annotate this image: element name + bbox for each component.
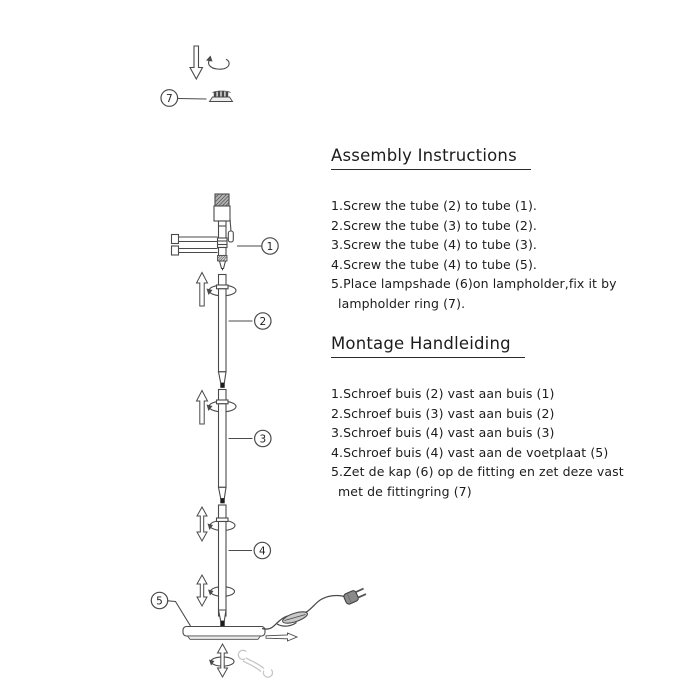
instruction-step: 4.Schroef buis (4) vast aan de voetplaat (5) xyxy=(331,444,609,460)
instruction-step: 1.Schroef buis (2) vast aan buis (1) xyxy=(331,386,555,401)
wrench-icon xyxy=(238,650,272,677)
instruction-step: 3.Schroef buis (4) vast aan buis (3) xyxy=(331,425,555,440)
svg-text:1: 1 xyxy=(266,240,274,253)
base-plate xyxy=(183,627,265,640)
instruction-step: 3.Screw the tube (4) to tube (3). xyxy=(331,237,537,252)
tube-4 xyxy=(208,505,236,626)
power-cord xyxy=(262,586,367,629)
svg-text:4: 4 xyxy=(258,545,266,558)
instruction-steps-en xyxy=(331,196,617,313)
part-label-5 xyxy=(151,592,190,626)
pull-switch xyxy=(228,231,233,242)
instruction-step: 5.Place lampshade (6)on lampholder,fix it by xyxy=(331,276,617,291)
instruction-step-continuation: met de fittingring (7) xyxy=(338,483,472,499)
push-down-arrow-icon xyxy=(190,46,203,79)
head-threaded-joint xyxy=(218,248,228,272)
instruction-step: 4.Screw the tube (4) to tube (5). xyxy=(331,256,537,272)
instruction-step: 1.Screw the tube (2) to tube (1). xyxy=(331,198,537,213)
part-label-3 xyxy=(229,430,272,446)
screw-up-arrow-icon xyxy=(197,391,208,425)
lamp-holder-head xyxy=(214,194,233,242)
instruction-steps-nl xyxy=(331,384,624,501)
instructions-title-en: Assembly Instructions xyxy=(331,146,531,170)
tube-2 xyxy=(207,275,237,388)
screw-up-arrow-icon xyxy=(197,273,208,307)
base-screw-indicator xyxy=(209,644,234,677)
part-label-1 xyxy=(237,238,278,254)
part-label-2 xyxy=(229,313,272,329)
svg-text:3: 3 xyxy=(259,433,267,446)
svg-text:5: 5 xyxy=(156,595,163,608)
slide-right-arrow-icon xyxy=(266,633,297,641)
instructions-dutch xyxy=(331,334,624,501)
screw-double-arrow-icon xyxy=(197,507,207,541)
tube-3 xyxy=(207,390,237,504)
rotate-icon xyxy=(206,56,229,70)
instruction-step: 2.Schroef buis (3) vast aan buis (2) xyxy=(331,405,555,421)
part-label-7 xyxy=(161,90,207,107)
instruction-step: 2.Screw the tube (3) to tube (2). xyxy=(331,217,537,233)
part-label-4 xyxy=(229,542,271,558)
instructions-english xyxy=(331,146,617,313)
screw-double-arrow-icon xyxy=(197,575,207,606)
fitting-ring-part xyxy=(210,91,233,102)
instructions-title-nl: Montage Handleiding xyxy=(331,334,525,358)
instruction-step: 5.Zet de kap (6) op de fitting en zet deze vast xyxy=(331,464,624,479)
svg-text:2: 2 xyxy=(259,315,267,328)
svg-text:7: 7 xyxy=(165,92,173,105)
instruction-step-continuation: lampholder ring (7). xyxy=(338,295,466,311)
power-plug-icon xyxy=(343,586,367,605)
